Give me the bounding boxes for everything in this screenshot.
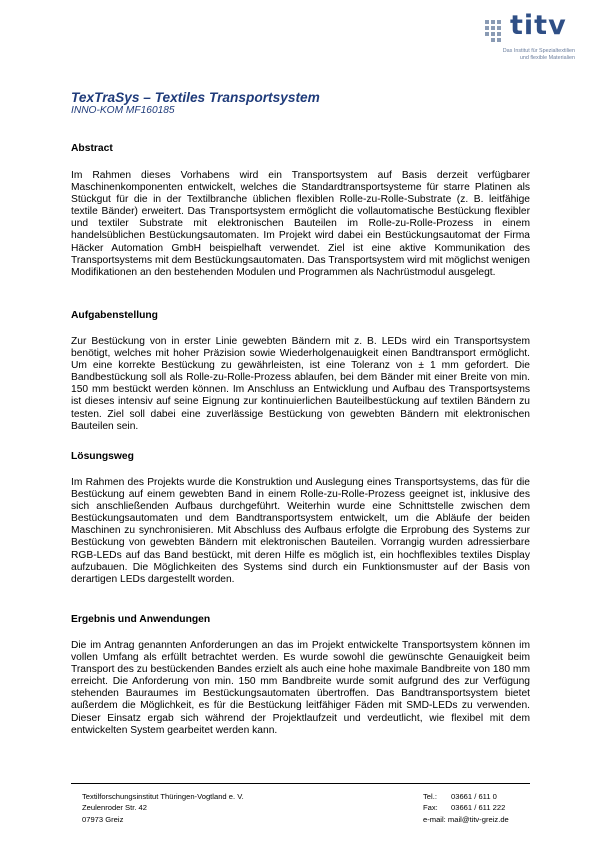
logo-wordmark: titv (510, 10, 567, 41)
footer-tel-value: 03661 / 611 0 (451, 792, 497, 801)
section-heading-ergebnis: Ergebnis und Anwendungen (71, 614, 211, 625)
footer-street: Zeulenroder Str. 42 (82, 803, 148, 813)
footer-institute: Textilforschungsinstitut Thüringen-Vogtland e. V. (82, 792, 244, 801)
footer-tel-row (423, 791, 509, 802)
section-text-aufgabenstellung: Zur Bestückung von in erster Linie gewebten Bändern mit z. B. LEDs wird ein Transportsystem benötigt, welches mit hoher Präzision sowie Wiederholgenauigkeit einen Bandtransport ermöglicht. Um eine korrekte Bestückung zu gewährleisten, ist eine Toleranz von ± 1 mm gefordert. Die Bandbestückung soll als Rolle-zu-Rolle-Prozess ablaufen, bei dem Bänder mit einer Breite von min. 150 mm bestückt werden können. Im Anschluss an Entwicklung und Aufbau des Transportsystems ist dieses intensiv auf seine Eignung zur kontinuierlichen Bauteilbestückung auf textilen Bändern zu testen. Ziel soll dabei eine zuverlässige Bestückung von gewebten Bändern mit elektronischen Bauteilen sein. (71, 336, 530, 432)
footer-address (82, 791, 244, 825)
titv-logo (485, 10, 575, 69)
footer-city: 07973 Greiz (82, 814, 124, 824)
section-text-loesungsweg: Im Rahmen des Projekts wurde die Konstruktion und Auslegung eines Transportsystems, das für die Bestückung auf einem gewebten Band in einem Rolle-zu-Rolle-Prozess geeignet ist, inklusive des sich anschließenden Aufbaus durchgeführt. Weiterhin wurde eine Schnittstelle zwischen dem Bestückungsautomaten und dem Bandtransportsystem entwickelt, um die Abläufe der beiden Maschinen zu synchronisieren. Mit Abschluss des Aufbaus erfolgte die Erprobung des Systems zur Bestückung von gewebten Bändern mit elektronischen Bauteilen. Vorrangig wurden adressierbare RGB-LEDs auf das Band bestückt, mit deren Hilfe es möglich ist, ein hochflexibles textiles Display aufzubauen. Die Möglichkeiten des Systems sind durch ein Funktionsmuster auf der Basis von derartigen LEDs dargestellt worden. (71, 477, 530, 585)
footer-fax-row (423, 802, 509, 813)
document-subtitle: INNO-KOM MF160185 (71, 105, 175, 116)
footer-fax-label: Fax: (423, 803, 438, 813)
section-heading-abstract: Abstract (71, 143, 113, 154)
section-heading-aufgabenstellung: Aufgabenstellung (71, 310, 158, 321)
logo-tagline-line1: Das Institut für Spezialtextilien (502, 48, 575, 54)
footer-email-row (423, 814, 509, 825)
section-text-ergebnis: Die im Antrag genannten Anforderungen an das im Projekt entwickelte Transportsystem können im vollen Umfang als erfüllt betrachtet werden. Es wurde sowohl die gewünschte Genauigkeit beim Transport des zu bestückenden Bandes erzielt als auch eine hohe maximale Bandbreite von 180 mm erreicht. Die Anforderung von min. 150 mm Bandbreite wurde somit aufgrund des zur Verfügung stehenden Bauraumes im Bestückungsautomaten übertroffen. Das Bandtransportsystem bietet außerdem die Möglichkeit, es für die Bestückung leitfähiger Fäden mit SMD-LEDs zu verwenden. Dieser Einsatz ergab sich während der Projektlaufzeit und verdeutlicht, wie flexibel mit dem entwickelten System gearbeitet werden kann. (71, 640, 530, 736)
logo-tagline (465, 48, 575, 62)
footer-fax-value: 03661 / 611 222 (451, 803, 506, 813)
section-text-abstract: Im Rahmen dieses Vorhabens wird ein Transportsystem auf Basis derzeit verfügbarer Maschinenkomponenten entwickelt, welches die Standardtransportsysteme für starre Platinen als Stückgut für die in der Textilbranche üblichen flexiblen Rolle-zu-Rolle-Substrate (z. B. leitfähige textile Bänder) erweitert. Das Transportsystem ermöglicht die vollautomatische Bestückung flexibler und textiler Substrate mit elektronischen Bauteilen im Rolle-zu-Rolle-Prozess in einem handelsüblichen Bestückungsautomaten. Im Projekt wird dabei ein Bestückungsautomat der Firma Häcker Automation GmbH beispielhaft verwendet. Ziel ist eine aktive Kommunikation des Transportsystems mit dem Bestückungsautomaten. Das Transportsystem wird mit möglichst wenigen Modifikationen an den bestehenden Modulen und Programmen als Nachrüstmodul ausgelegt. (71, 170, 530, 278)
logo-tagline-line2: und flexible Materialien (519, 55, 575, 61)
section-heading-loesungsweg: Lösungsweg (71, 451, 134, 462)
document-title: TexTraSys – Textiles Transportsystem (71, 90, 320, 105)
footer-tel-label: Tel.: (423, 792, 437, 801)
footer-email[interactable]: e-mail: mail@titv-greiz.de (423, 814, 509, 824)
footer-contact (423, 791, 509, 825)
dot-grid-icon (485, 20, 507, 42)
footer-divider (71, 783, 530, 784)
